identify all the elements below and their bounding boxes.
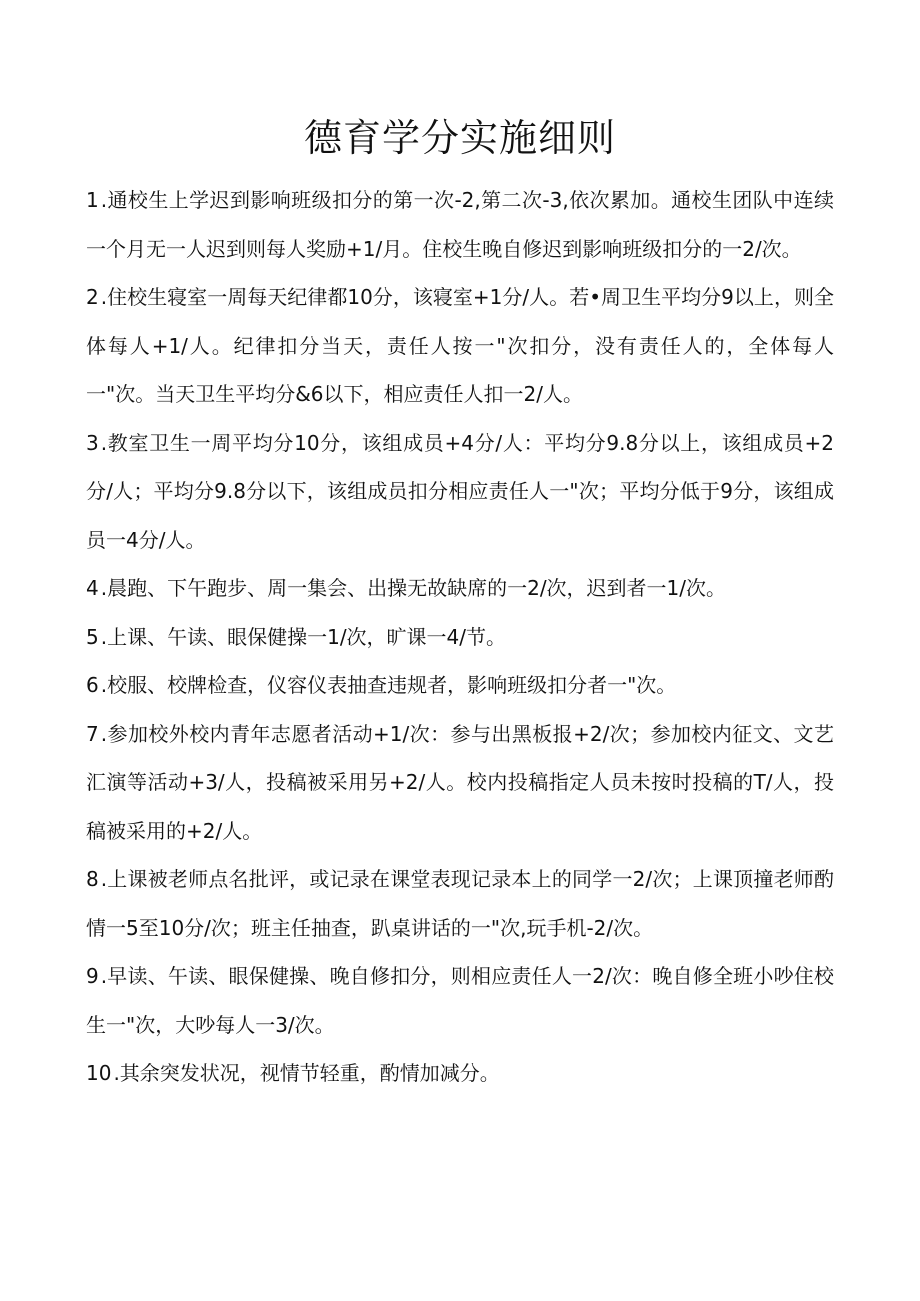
rule-item [86,564,834,613]
rule-text: .参加校外校内青年志愿者活动+1/次：参与出黑板报+2/次；参加校内征文、文艺汇演等活动+3/人，投稿被采用另+2/人。校内投稿指定人员未按时投稿的T/人，投稿被采用的+2/人。 [86,721,834,843]
rule-number: 6 [86,673,99,697]
rule-number: 8 [86,867,99,891]
rule-text: .其余突发状况，视情节轻重，酌情加减分。 [113,1061,500,1085]
rules-list [86,176,834,1098]
rule-item [86,176,834,273]
rule-number: 3 [86,430,99,455]
rule-item [86,1049,834,1098]
rule-item [86,419,834,565]
rule-item [86,613,834,662]
rule-number: 1 [86,188,99,212]
rule-text: .住校生寝室一周每天纪律都10分，该寝室+1分/人。若•周卫生平均分9以上，则全体每人+1/人。纪律扣分当天，责任人按一"次扣分，没有责任人的，全体每人一"次。当天卫生平均分&6以下，相应责任人扣一2/人。 [86,285,834,406]
rule-text: .通校生上学迟到影响班级扣分的第一次-2,第二次-3,依次累加。通校生团队中连续一个月无一人迟到则每人奖励+1/月。住校生晚自修迟到影响班级扣分的一2/次。 [86,188,834,261]
rule-text: .早读、午读、眼保健操、晚自修扣分，则相应责任人一2/次：晚自修全班小吵住校生一"次，大吵每人一3/次。 [86,964,834,1037]
rule-text: .校服、校牌检查，仪容仪表抽查违规者，影响班级扣分者一"次。 [100,673,677,697]
rule-text: .晨跑、下午跑步、周一集会、出操无故缺席的一2/次，迟到者一1/次。 [100,576,727,600]
document-title: 德育学分实施细则 [303,116,616,160]
rule-text: .上课、午读、眼保健操一1/次，旷课一4/节。 [100,624,507,649]
rule-item [86,855,834,952]
rule-item [86,710,834,856]
rule-item [86,952,834,1049]
rule-number: 7 [86,721,99,746]
rule-text: .教室卫生一周平均分10分，该组成员+4分/人：平均分9.8分以上，该组成员+2分/人；平均分9.8分以下，该组成员扣分相应责任人一"次；平均分低于9分，该组成员一4分/人。 [86,430,834,552]
rule-number: 2 [86,285,99,309]
rule-number: 9 [86,964,99,988]
rule-text: .上课被老师点名批评，或记录在课堂表现记录本上的同学一2/次；上课顶撞老师酌情一5至10分/次；班主任抽查，趴桌讲话的一"次,玩手机-2/次。 [86,867,834,940]
rule-number: 5 [86,624,99,649]
rule-number: 10 [86,1061,112,1085]
rule-item [86,661,834,710]
rule-number: 4 [86,576,99,600]
rule-item [86,273,834,419]
